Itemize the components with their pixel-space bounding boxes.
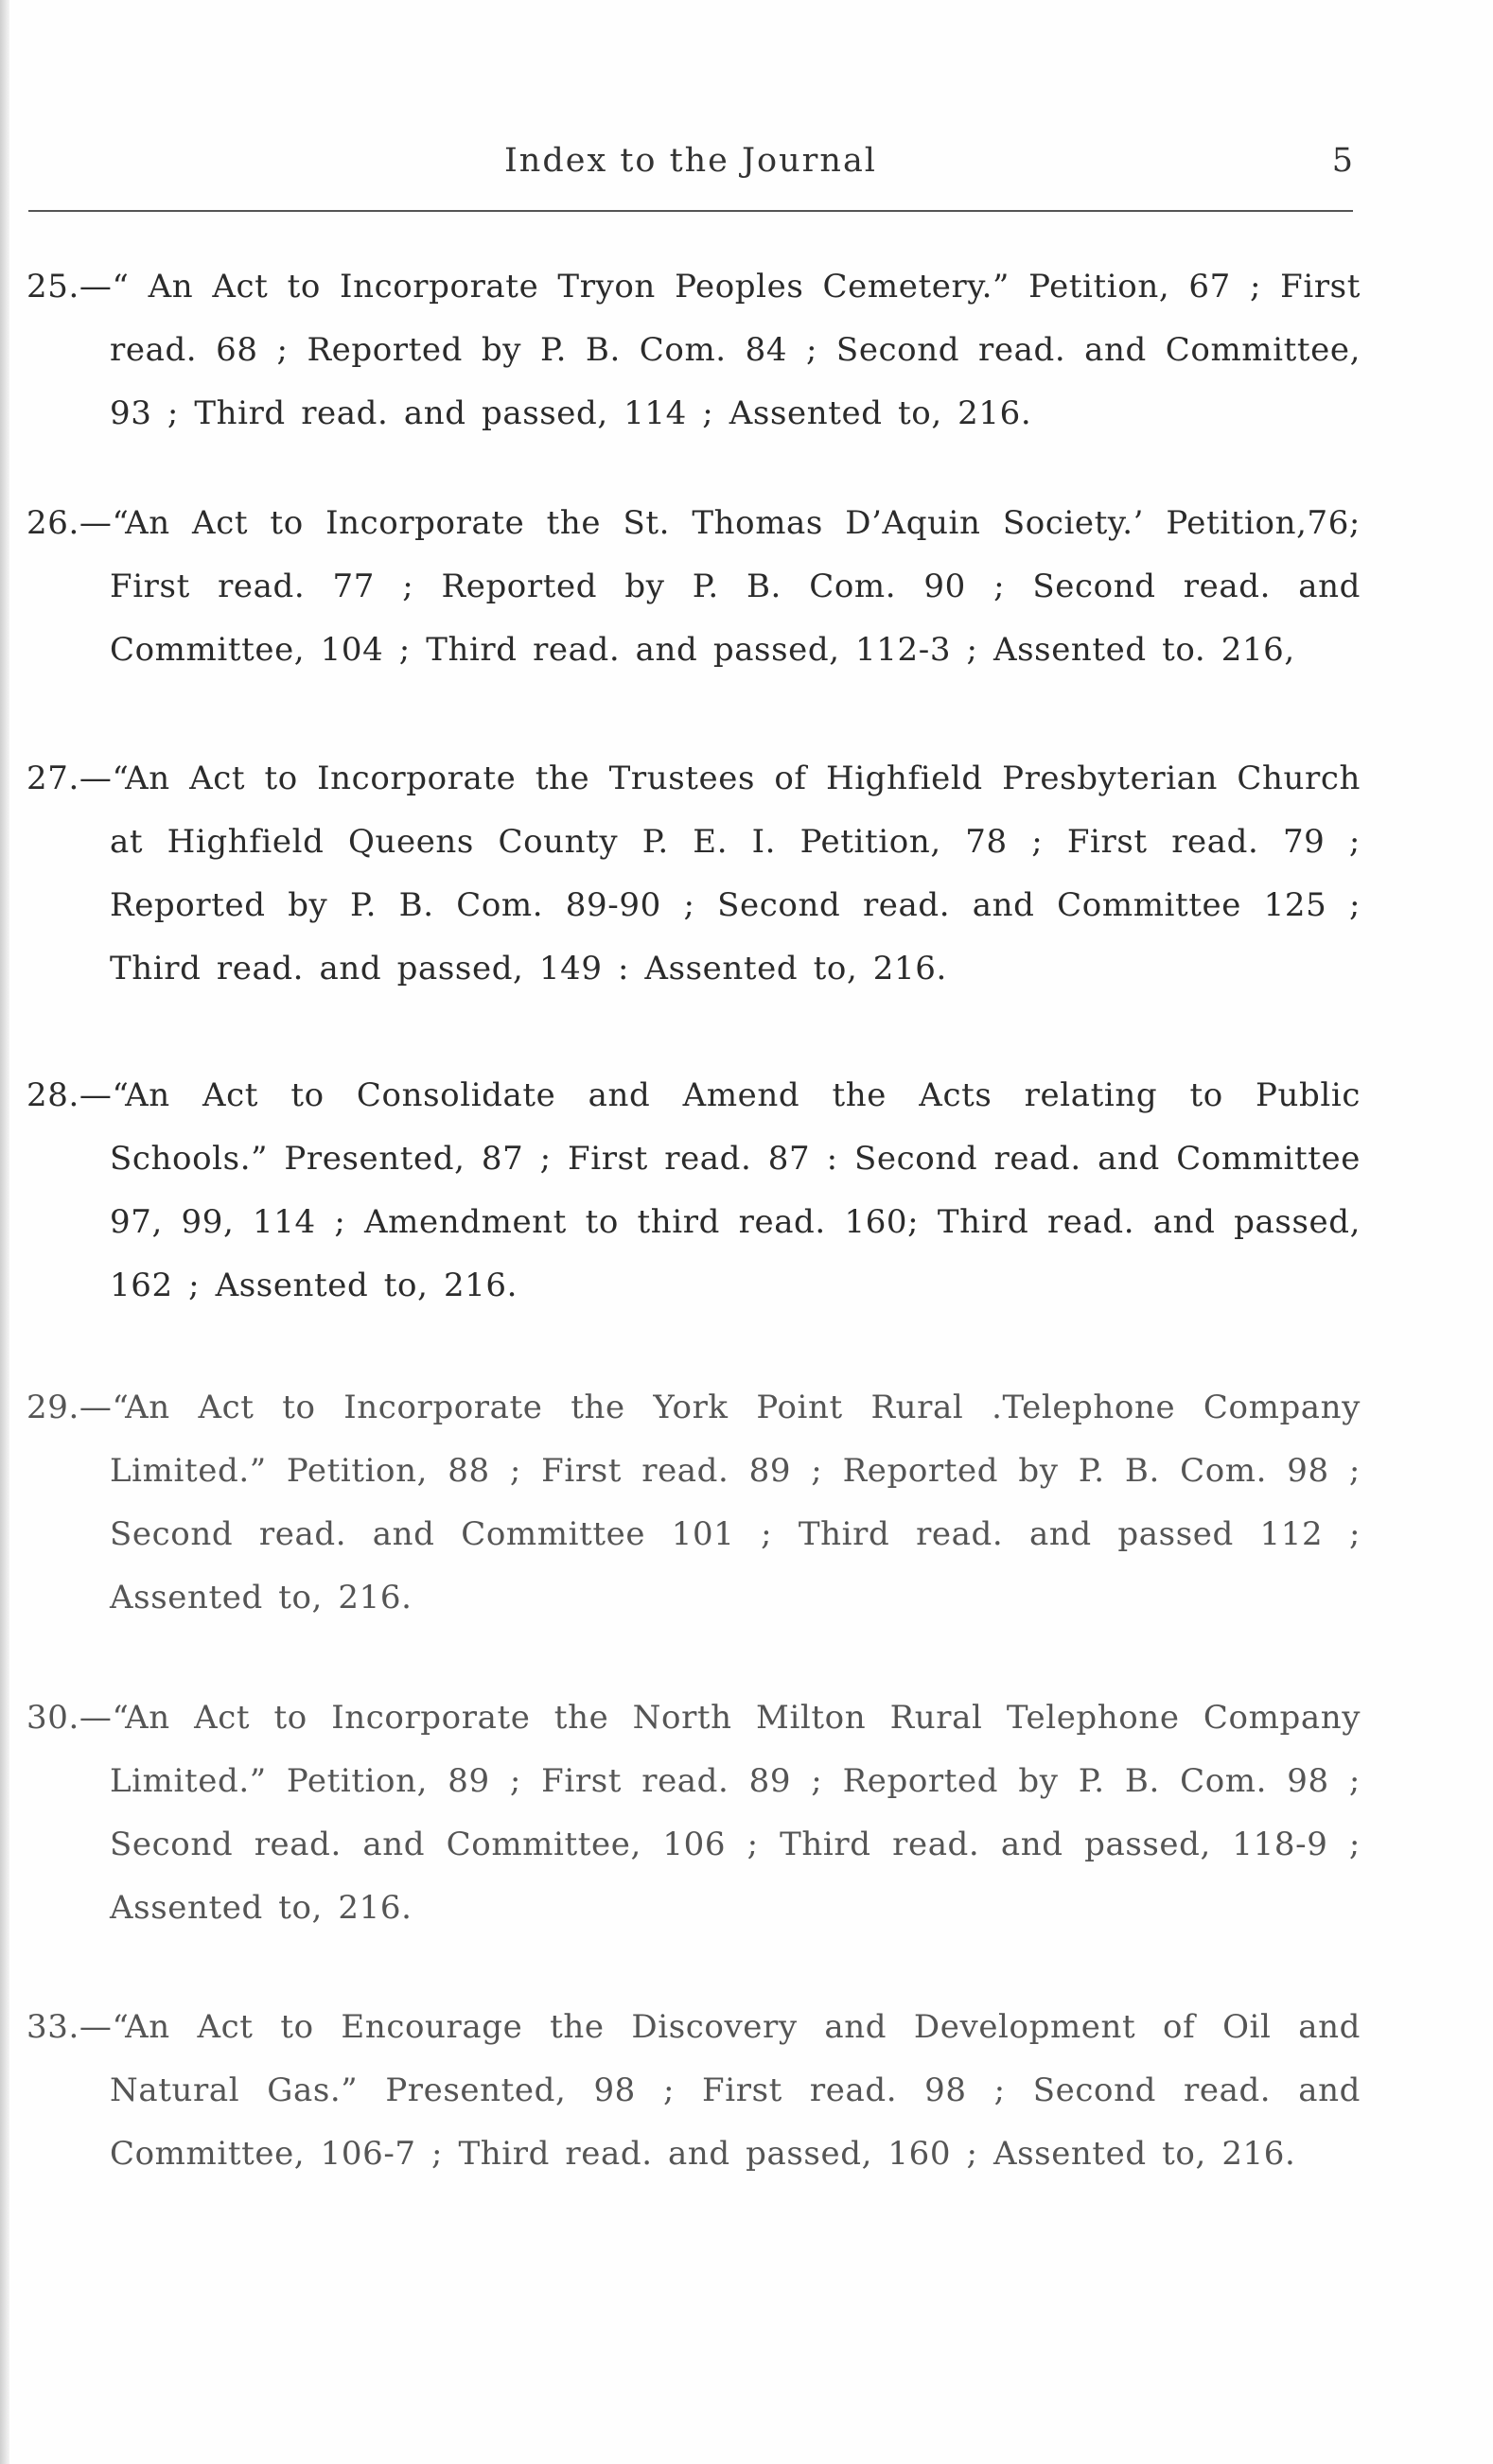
page-number: 5	[1331, 142, 1353, 180]
running-head	[28, 142, 1353, 189]
header-rule	[28, 210, 1353, 212]
index-entry-33: 33.—“An Act to Encourage the Discovery and Development of Oil and Natural Gas.” Presented, 98 ; First read. 98 ; Second read. and Committee, 106-7 ; Third read. and passed, 160 ; Assented to, 216.	[26, 2008, 1361, 2173]
index-entry-27: 27.—“An Act to Incorporate the Trustees of Highfield Presbyterian Church at Highfield Queens County P. E. I. Petition, 78 ; First read. 79 ; Reported by P. B. Com. 89-90 ; Second read. and Committee 125 ; Third read. and passed, 149 : Assented to, 216.	[26, 760, 1361, 987]
index-entry-30: 30.—“An Act to Incorporate the North Milton Rural Telephone Company Limited.” Petition, 89 ; First read. 89 ; Reported by P. B. Com. 98 ; Second read. and Committee, 106 ; Third read. and passed, 118-9 ; Assented to, 216.	[26, 1699, 1361, 1927]
page-edge-shadow	[0, 0, 9, 2464]
index-entry-25: 25.—“ An Act to Incorporate Tryon Peoples Cemetery.” Petition, 67 ; First read. 68 ; Reported by P. B. Com. 84 ; Second read. and Committee, 93 ; Third read. and passed, 114 ; Assented to, 216.	[26, 268, 1361, 432]
running-head-title: Index to the Journal	[503, 142, 878, 180]
index-entry-26: 26.—“An Act to Incorporate the St. Thomas D’Aquin Society.’ Petition,76; First read. 77 ; Reported by P. B. Com. 90 ; Second read. and Committee, 104 ; Third read. and passed, 112-3 ; Assented to. 216,	[26, 504, 1361, 669]
index-entry-28: 28.—“An Act to Consolidate and Amend the Acts relating to Public Schools.” Presented, 87 ; First read. 87 : Second read. and Committee 97, 99, 114 ; Amendment to third read. 160; Third read. and passed, 162 ; Assented to, 216.	[26, 1076, 1361, 1304]
index-entry-29: 29.—“An Act to Incorporate the York Point Rural .Telephone Company Limited.” Petition, 88 ; First read. 89 ; Reported by P. B. Com. 98 ; Second read. and Committee 101 ; Third read. and passed 112 ; Assented to, 216.	[26, 1389, 1361, 1616]
